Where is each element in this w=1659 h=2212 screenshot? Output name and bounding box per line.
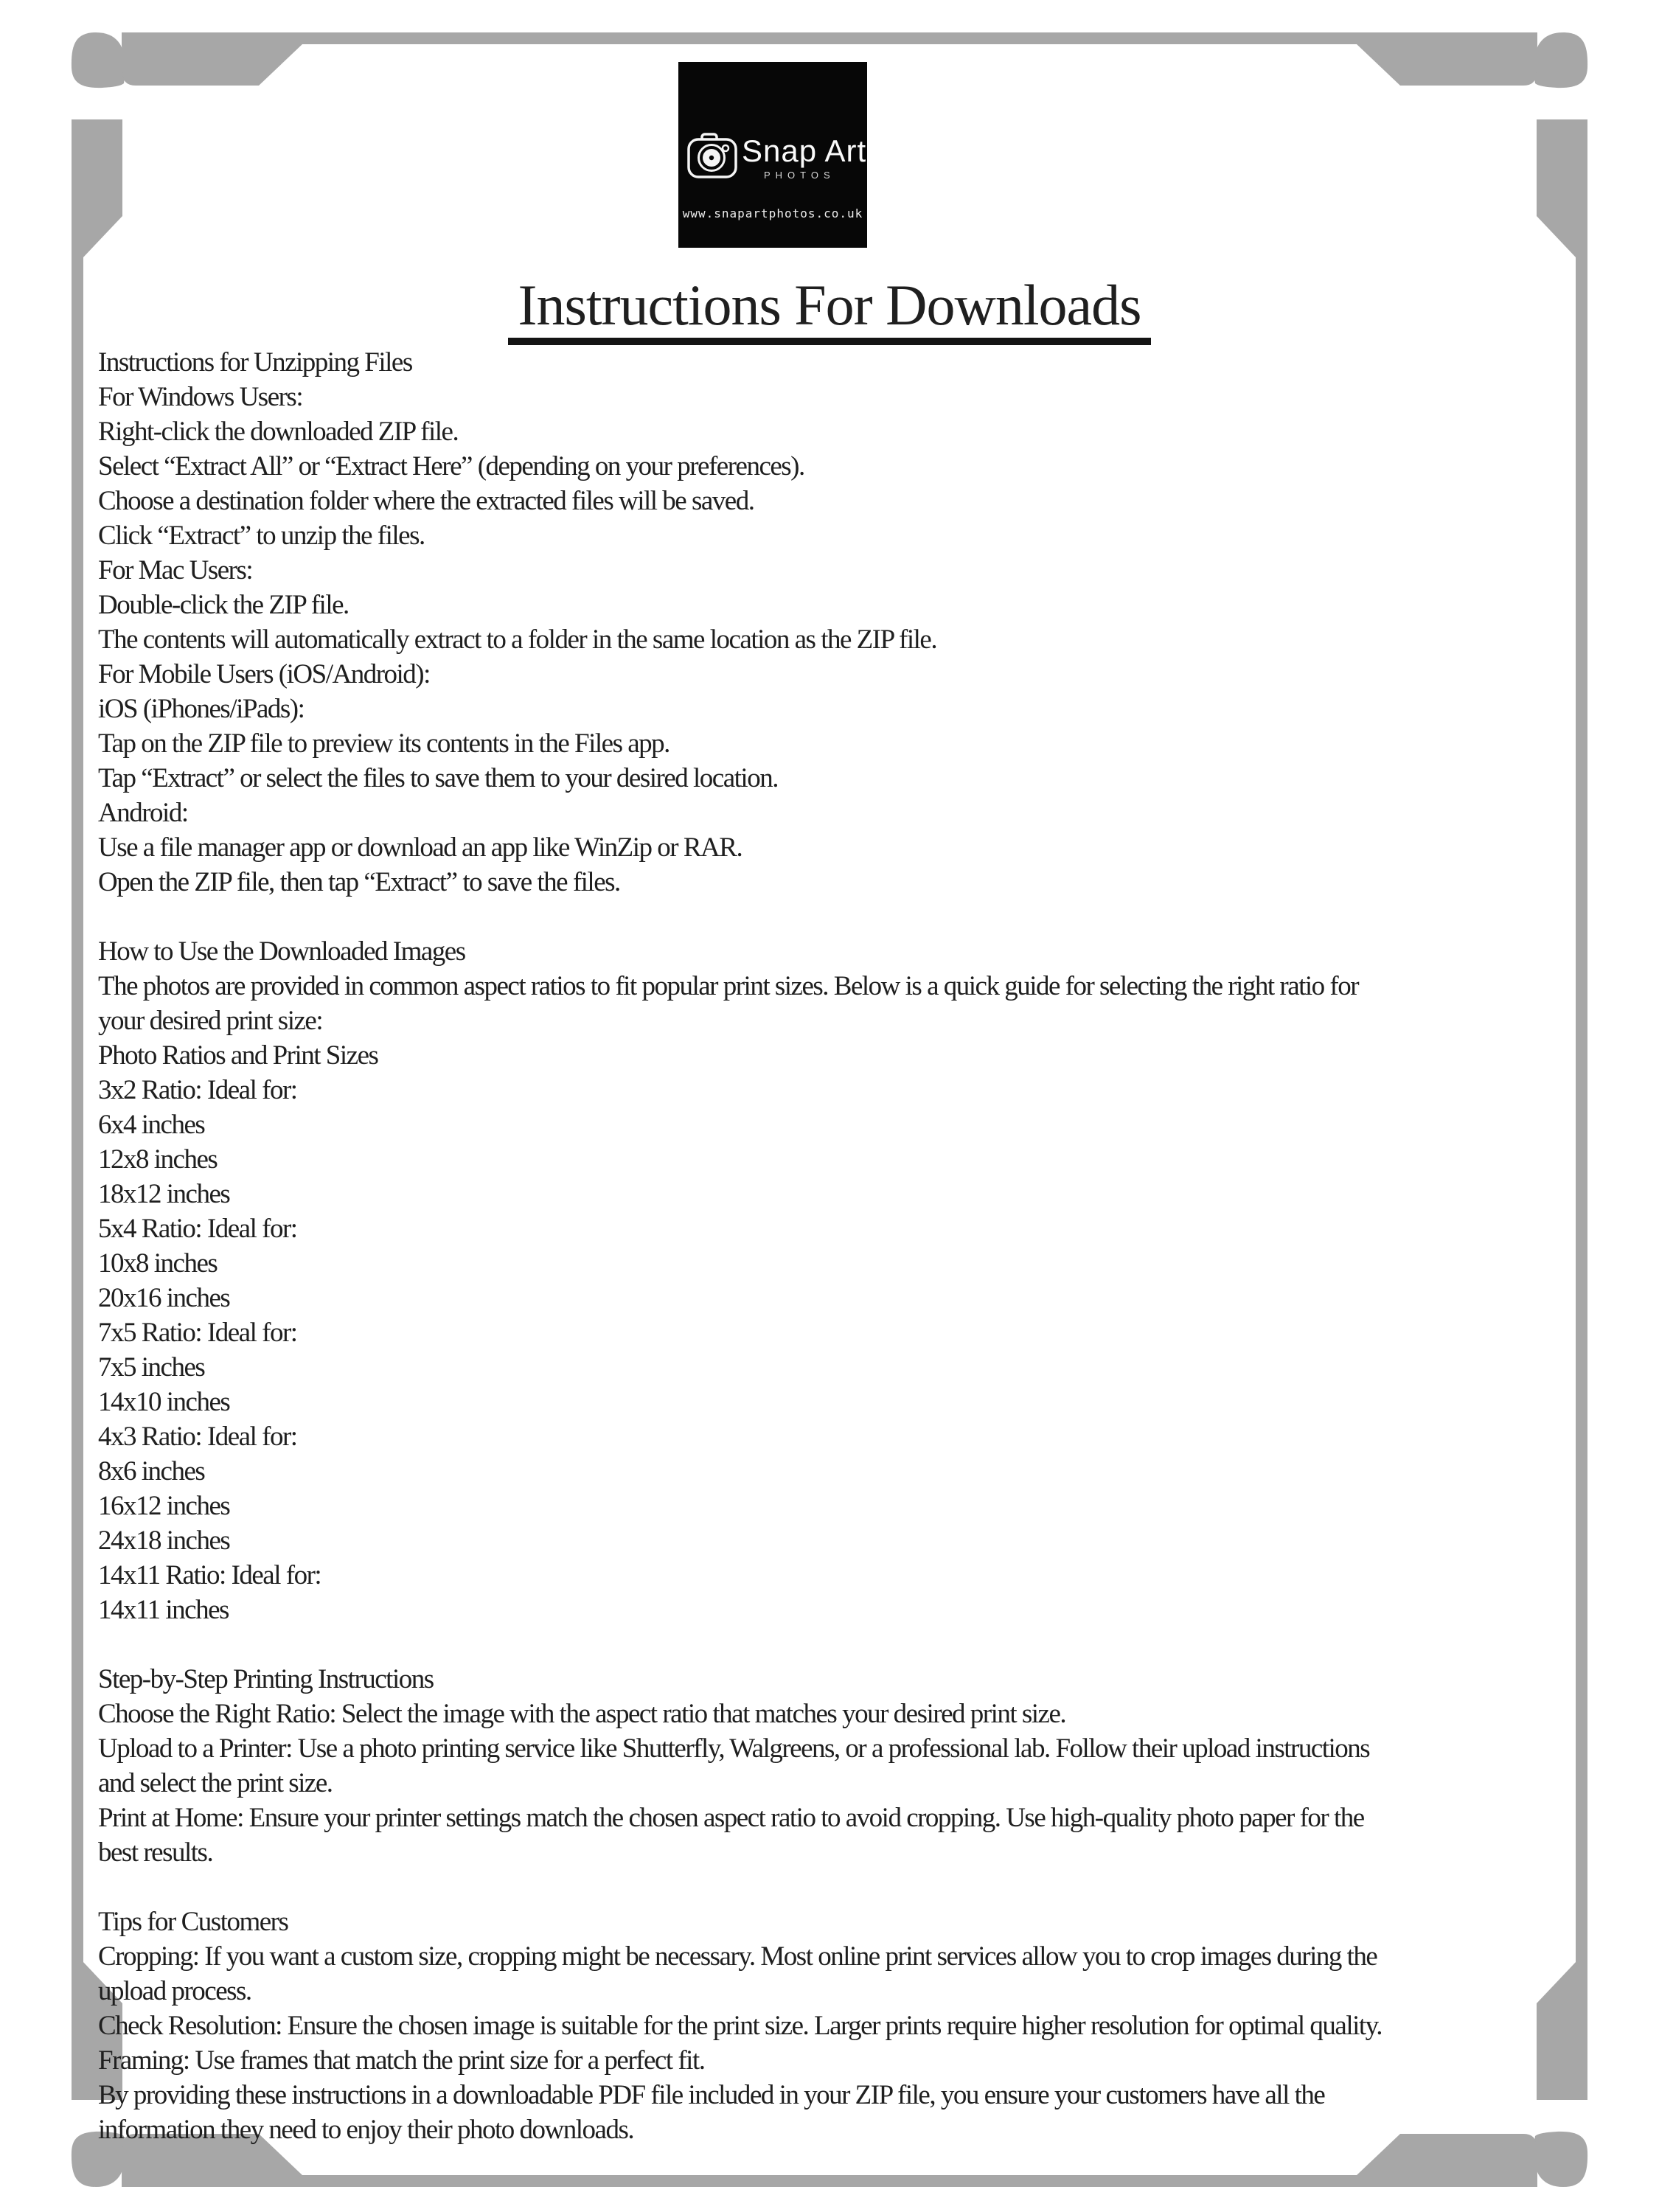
text-line-unzipping-instructions: For Mac Users: <box>98 555 253 585</box>
text-line-how-to-use-images: 7x5 inches <box>98 1352 205 1382</box>
text-line-how-to-use-images: 12x8 inches <box>98 1144 218 1175</box>
text-line-how-to-use-images: your desired print size: <box>98 1006 323 1036</box>
text-line-tips-for-customers: By providing these instructions in a downloadable PDF file included in your ZIP file, you ensure your customers have all the <box>98 2080 1325 2110</box>
text-line-unzipping-instructions: Right-click the downloaded ZIP file. <box>98 417 459 447</box>
text-line-unzipping-instructions: Use a file manager app or download an app like WinZip or RAR. <box>98 832 742 863</box>
text-line-how-to-use-images: Photo Ratios and Print Sizes <box>98 1040 378 1071</box>
text-line-unzipping-instructions: Android: <box>98 798 188 828</box>
text-line-how-to-use-images: 14x10 inches <box>98 1387 230 1417</box>
text-line-how-to-use-images: 14x11 Ratio: Ideal for: <box>98 1560 321 1590</box>
text-line-how-to-use-images: How to Use the Downloaded Images <box>98 936 465 967</box>
text-line-how-to-use-images: 5x4 Ratio: Ideal for: <box>98 1214 297 1244</box>
text-line-tips-for-customers: Check Resolution: Ensure the chosen image is suitable for the print size. Larger prints require higher resolution for optimal quality. <box>98 2011 1382 2041</box>
page-title-text: Instructions For Downloads <box>508 276 1152 345</box>
text-line-how-to-use-images: 20x16 inches <box>98 1283 230 1313</box>
text-line-unzipping-instructions: Tap on the ZIP file to preview its contents in the Files app. <box>98 728 669 759</box>
text-line-how-to-use-images: 7x5 Ratio: Ideal for: <box>98 1318 297 1348</box>
text-line-printing-instructions: and select the print size. <box>98 1768 333 1798</box>
text-line-unzipping-instructions: Select “Extract All” or “Extract Here” (depending on your preferences). <box>98 451 804 481</box>
text-line-unzipping-instructions: Choose a destination folder where the extracted files will be saved. <box>98 486 754 516</box>
text-line-how-to-use-images: 3x2 Ratio: Ideal for: <box>98 1075 297 1105</box>
text-line-unzipping-instructions: Open the ZIP file, then tap “Extract” to save the files. <box>98 867 620 897</box>
text-line-how-to-use-images: 24x18 inches <box>98 1526 230 1556</box>
text-line-printing-instructions: Upload to a Printer: Use a photo printing service like Shutterfly, Walgreens, or a professional lab. Follow their upload instructions <box>98 1733 1370 1764</box>
text-line-printing-instructions: Step-by-Step Printing Instructions <box>98 1664 434 1694</box>
text-line-tips-for-customers: Tips for Customers <box>98 1907 288 1937</box>
text-line-unzipping-instructions: For Windows Users: <box>98 382 303 412</box>
text-line-unzipping-instructions: For Mobile Users (iOS/Android): <box>98 659 430 689</box>
text-line-how-to-use-images: 8x6 inches <box>98 1456 205 1486</box>
text-line-printing-instructions: best results. <box>98 1837 213 1868</box>
text-line-how-to-use-images: The photos are provided in common aspect ratios to fit popular print sizes. Below is a quick guide for selecting the right ratio for <box>98 971 1359 1001</box>
logo-tagline: PHOTOS <box>764 170 835 181</box>
text-line-printing-instructions: Choose the Right Ratio: Select the image with the aspect ratio that matches your desired print size. <box>98 1699 1066 1729</box>
text-line-tips-for-customers: Cropping: If you want a custom size, cropping might be necessary. Most online print services allow you to crop images during the <box>98 1941 1377 1972</box>
logo-brand-text: Snap Art <box>742 133 867 168</box>
text-line-how-to-use-images: 4x3 Ratio: Ideal for: <box>98 1422 297 1452</box>
text-line-tips-for-customers: upload process. <box>98 1976 251 2006</box>
text-line-how-to-use-images: 18x12 inches <box>98 1179 230 1209</box>
text-line-unzipping-instructions: Double-click the ZIP file. <box>98 590 349 620</box>
text-line-unzipping-instructions: The contents will automatically extract to a folder in the same location as the ZIP file. <box>98 625 937 655</box>
text-line-unzipping-instructions: Tap “Extract” or select the files to save them to your desired location. <box>98 763 778 793</box>
text-line-unzipping-instructions: Instructions for Unzipping Files <box>98 347 412 378</box>
text-line-tips-for-customers: Framing: Use frames that match the print size for a perfect fit. <box>98 2045 705 2076</box>
text-line-how-to-use-images: 10x8 inches <box>98 1248 218 1279</box>
text-line-how-to-use-images: 6x4 inches <box>98 1110 205 1140</box>
text-line-printing-instructions: Print at Home: Ensure your printer settings match the chosen aspect ratio to avoid cropping. Use high-quality photo paper for the <box>98 1803 1364 1833</box>
text-line-how-to-use-images: 14x11 inches <box>98 1595 229 1625</box>
logo-website-url: www.snapartphotos.co.uk <box>682 206 863 220</box>
text-line-unzipping-instructions: iOS (iPhones/iPads): <box>98 694 305 724</box>
text-line-unzipping-instructions: Click “Extract” to unzip the files. <box>98 521 425 551</box>
text-line-tips-for-customers: information they need to enjoy their photo downloads. <box>98 2115 634 2145</box>
text-line-how-to-use-images: 16x12 inches <box>98 1491 230 1521</box>
